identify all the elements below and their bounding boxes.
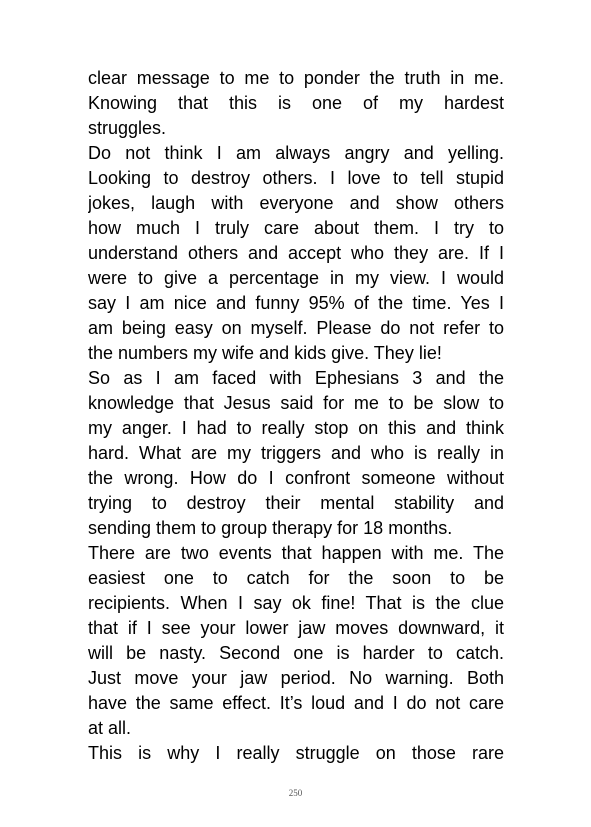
text-line: Looking to destroy others. I love to tell stupid — [88, 168, 504, 188]
text-line: Just move your jaw period. No warning. Both — [88, 668, 504, 688]
text-line: the wrong. How do I confront someone without — [88, 468, 504, 488]
text-line: will be nasty. Second one is harder to catch. — [88, 643, 504, 663]
text-line: am being easy on myself. Please do not refer to — [88, 318, 504, 338]
text-line: sending them to group therapy for 18 months. — [88, 518, 453, 538]
text-line: have the same effect. It’s loud and I do not care — [88, 693, 504, 713]
text-line: jokes, laugh with everyone and show others — [88, 193, 504, 213]
paragraph-2 — [88, 141, 504, 366]
text-line: Knowing that this is one of my hardest — [88, 93, 504, 113]
text-line: the numbers my wife and kids give. They lie! — [88, 343, 442, 363]
text-line: struggles. — [88, 118, 167, 138]
paragraph-4 — [88, 541, 504, 741]
paragraph-5 — [88, 741, 504, 766]
paragraph-1 — [88, 66, 504, 141]
text-line: my anger. I had to really stop on this and think — [88, 418, 504, 438]
text-line: at all. — [88, 718, 132, 738]
text-line: knowledge that Jesus said for me to be slow to — [88, 393, 504, 413]
text-line: recipients. When I say ok fine! That is the clue — [88, 593, 504, 613]
text-line: say I am nice and funny 95% of the time. Yes I — [88, 293, 504, 313]
text-line: that if I see your lower jaw moves downward, it — [88, 618, 504, 638]
text-line: There are two events that happen with me. The — [88, 543, 504, 563]
text-line: easiest one to catch for the soon to be — [88, 568, 504, 588]
text-line: clear message to me to ponder the truth in me. — [88, 68, 504, 88]
page-number: 250 — [288, 788, 303, 798]
paragraph-3 — [88, 366, 504, 541]
text-line: hard. What are my triggers and who is really in — [88, 443, 504, 463]
text-line: were to give a percentage in my view. I would — [88, 268, 504, 288]
text-line: how much I truly care about them. I try to — [88, 218, 504, 238]
text-line: This is why I really struggle on those rare — [88, 743, 504, 763]
text-line: understand others and accept who they are. If I — [88, 243, 504, 263]
body-text — [88, 66, 504, 766]
text-line: So as I am faced with Ephesians 3 and the — [88, 368, 504, 388]
text-line: Do not think I am always angry and yelling. — [88, 143, 504, 163]
text-line: trying to destroy their mental stability and — [88, 493, 504, 513]
